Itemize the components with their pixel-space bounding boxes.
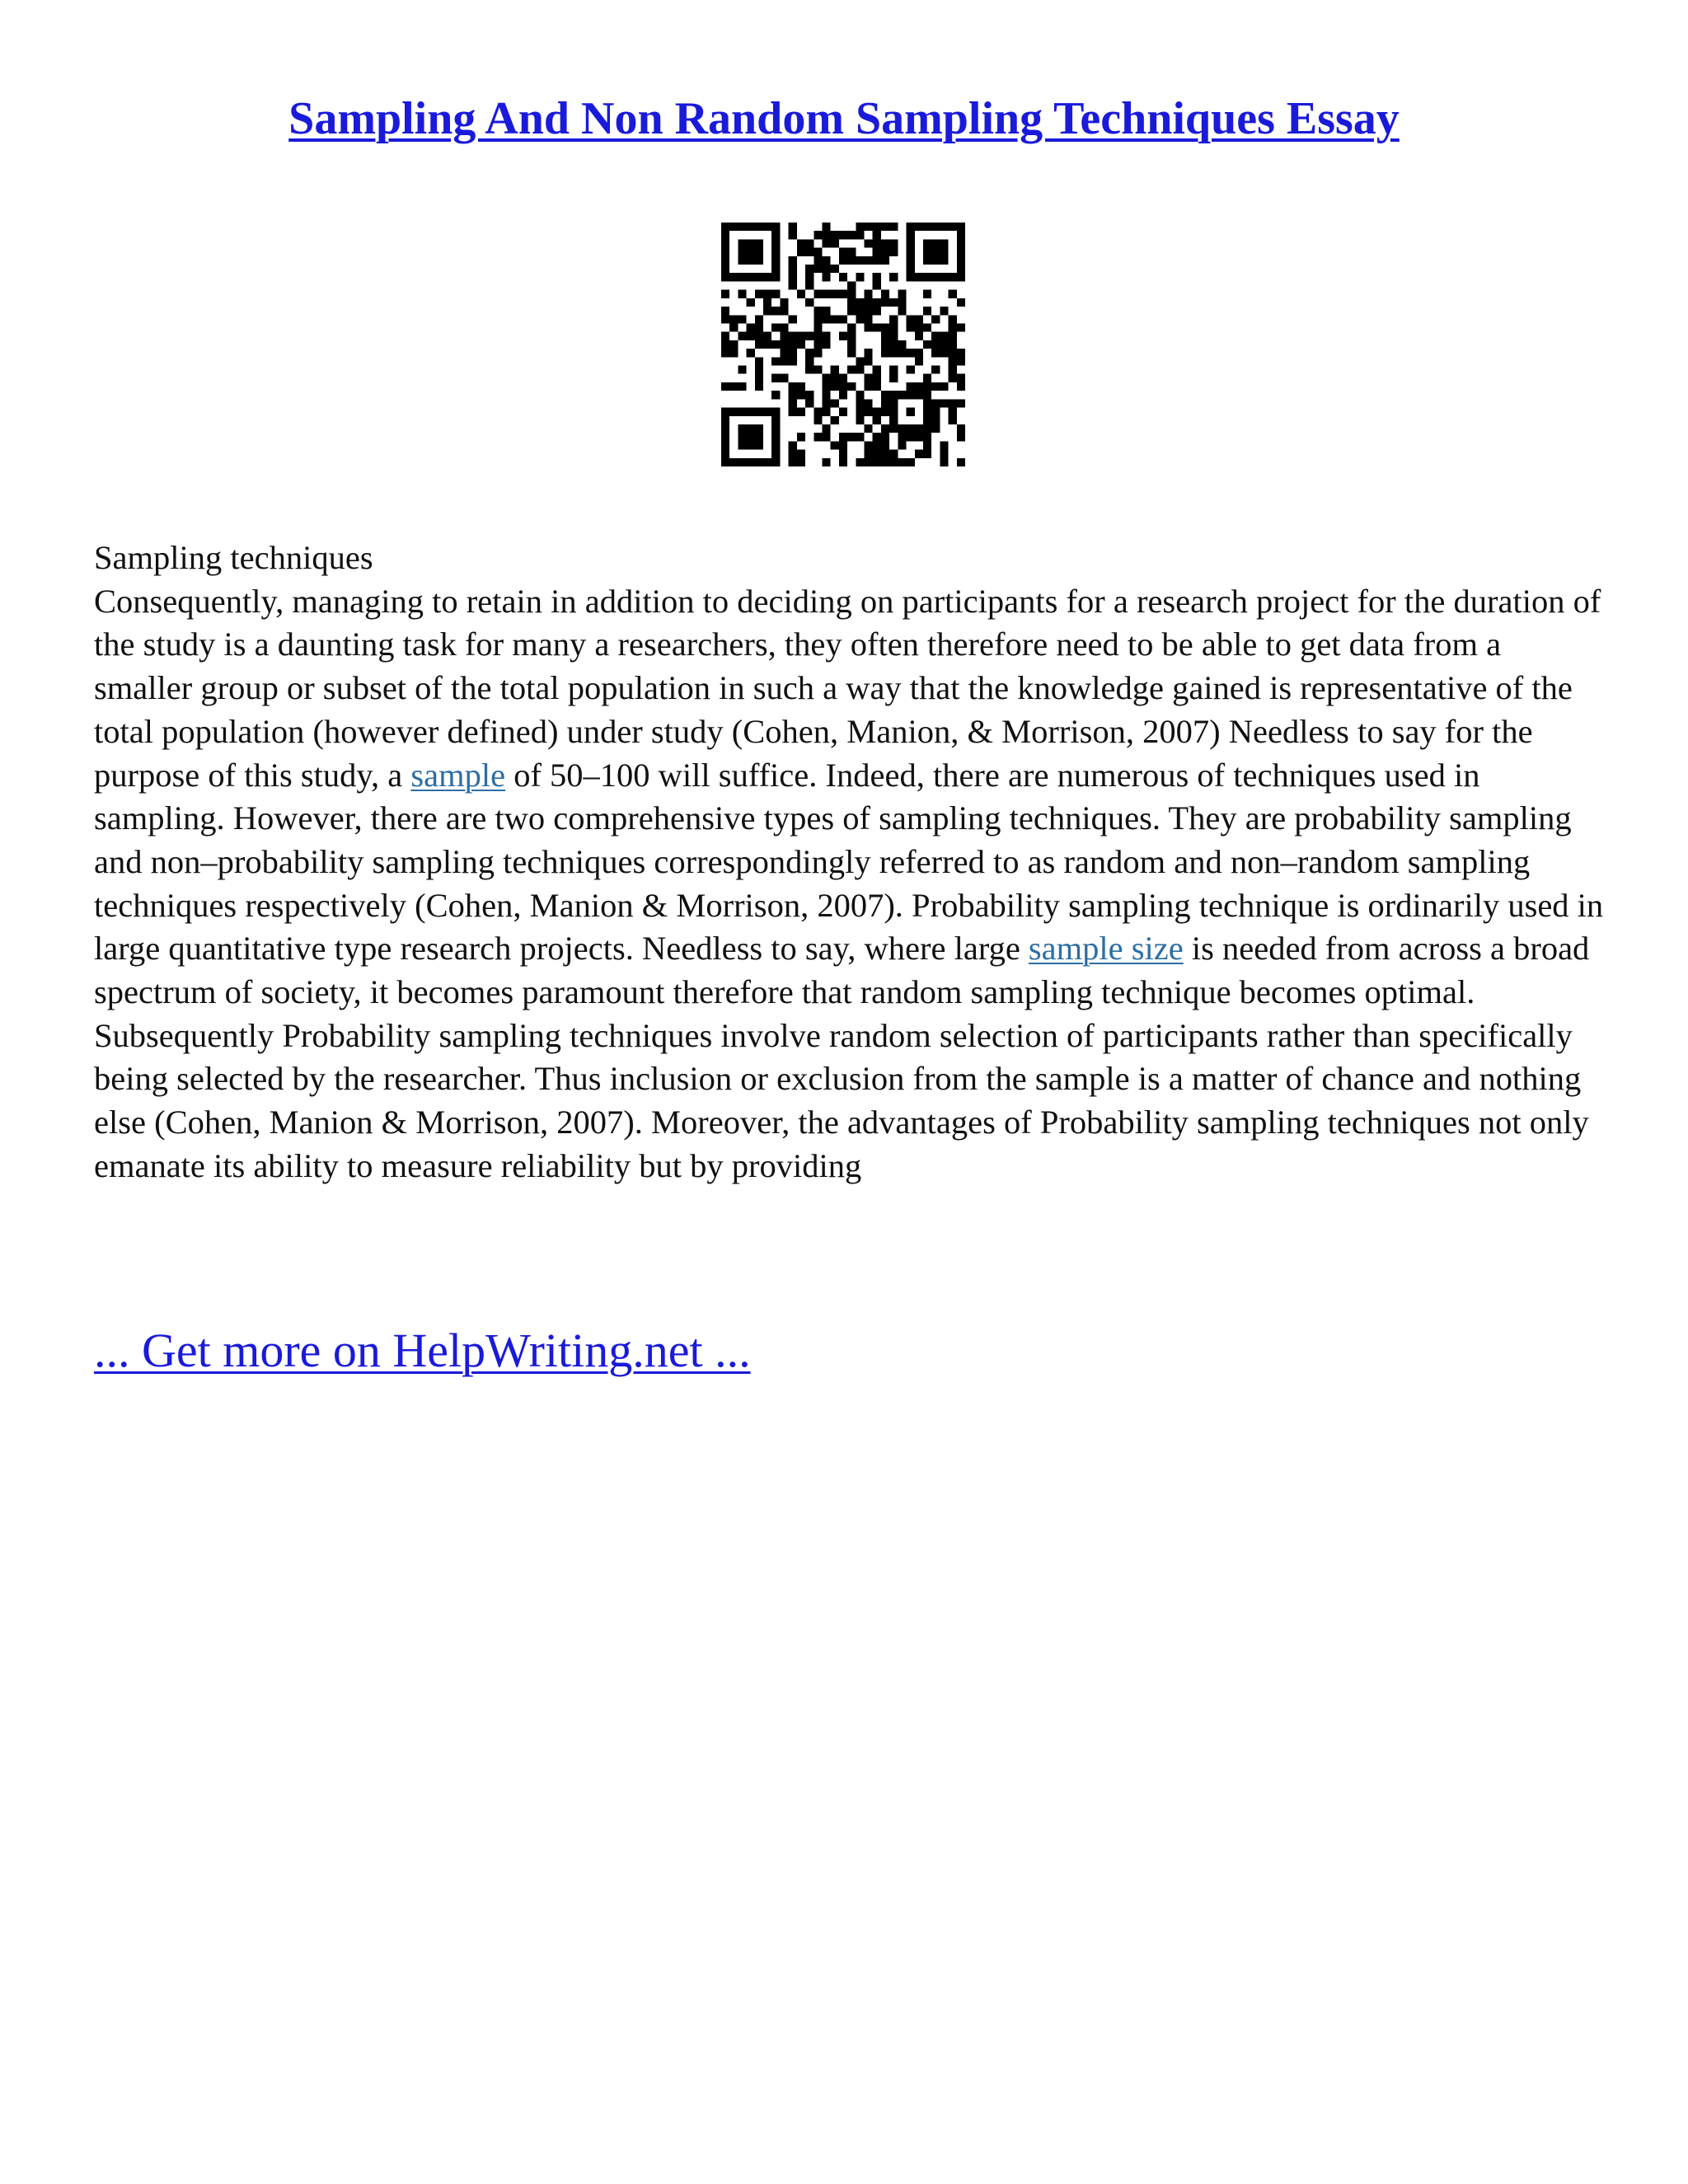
- title-link[interactable]: Sampling And Non Random Sampling Techniques Essay: [288, 93, 1400, 144]
- paragraph-1-text-b: of 50–100 will suffice. Indeed, there are numerous of techniques used in sampling. However, there are two comprehensive types of sampling techniques. They are probability sampling and non–probability sampling techniques correspondingly referred to as random and non–random sampling techniques respectively (Cohen, Manion & Morrison, 2007). Probability sampling technique is ordinarily used in large quantitative type research projects. Needless to say, where large: [94, 756, 1604, 968]
- get-more-link[interactable]: ... Get more on HelpWriting.net ...: [94, 1324, 751, 1377]
- paragraph-1-text-a: Consequently, managing to retain in addition to deciding on participants for a research project for the duration of the study is a daunting task for many a researchers, they often therefore need to be able to get data from a smaller group or subset of the total population in such a way that the knowledge gained is representative of the total population (however defined) under study (Cohen, Manion, & Morrison, 2007) Needless to say for the purpose of this study, a: [94, 582, 1601, 794]
- essay-body: [94, 537, 1606, 1188]
- qr-code-icon: [721, 223, 965, 466]
- paragraph-1-text-c: is needed from across a broad spectrum of society, it becomes paramount therefore that random sampling technique becomes optimal.: [94, 930, 1590, 1011]
- more-link-container: [94, 1321, 751, 1380]
- qr-code-graphic: [721, 223, 965, 466]
- section-heading: Sampling techniques: [94, 539, 373, 576]
- document-title: [0, 89, 1688, 148]
- paragraph-1: [94, 580, 1606, 1015]
- sample-size-link[interactable]: sample size: [1028, 930, 1184, 968]
- paragraph-2: Subsequently Probability sampling techniques involve random selection of participants rather than specifically being selected by the researcher. Thus inclusion or exclusion from the sample is a matter of chance and nothing else (Cohen, Manion & Morrison, 2007). Moreover, the advantages of Probability sampling techniques not only emanate its ability to measure reliability but by providing: [94, 1016, 1589, 1184]
- sample-link[interactable]: sample: [410, 756, 506, 794]
